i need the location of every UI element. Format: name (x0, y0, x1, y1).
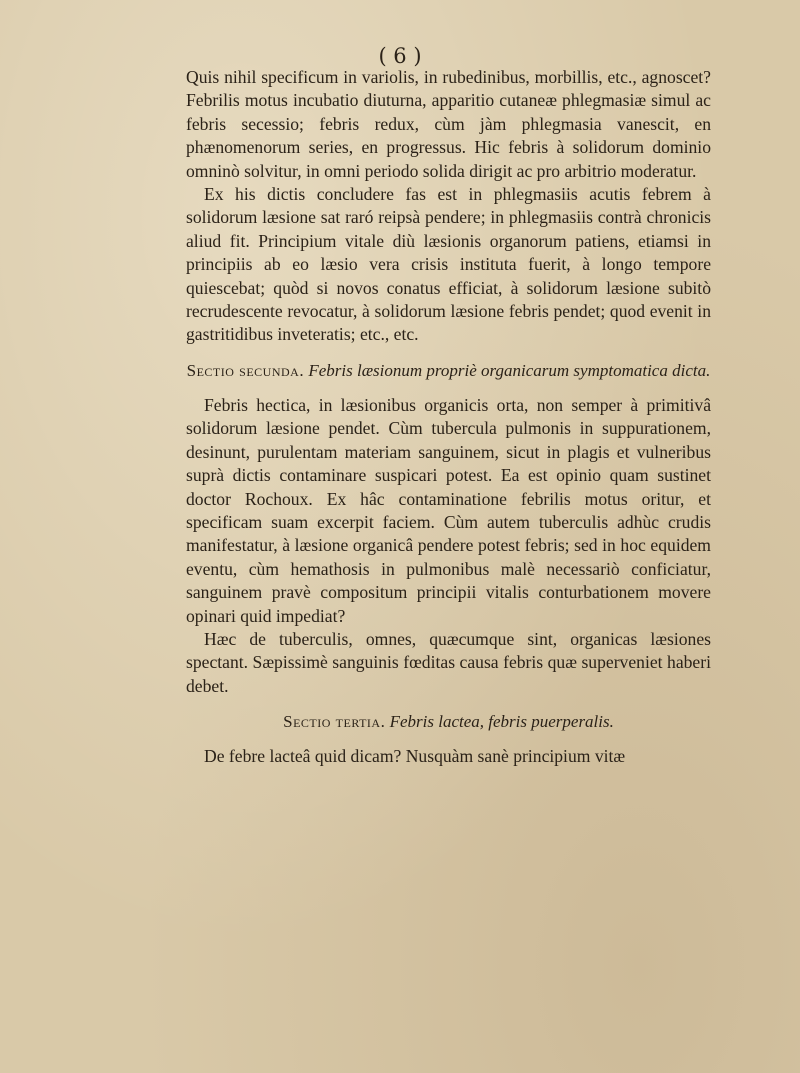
paragraph-2: Ex his dictis concludere fas est in phlegmasiis acutis febrem à solidorum læsione sat raró reipsà pendere; in phlegmasiis contrà chronicis aliud fit. Principium vitale diù læsionis organorum patiens, etiamsi in principiis ab eo læsio vera crisis instituta fuerit, à longo tempore quiescebat; quòd si novos conatus efficiat, à solidorum læsione subitò recrudescente revocatur, à solidorum læsione febris pendet; quod evenit in gastritidibus inveteratis; etc., etc. (186, 184, 711, 345)
paragraph-3: Febris hectica, in læsionibus organicis orta, non semper à primitivâ solidorum læsione pendet. Cùm tubercula pulmonis in suppurationem, desinunt, purulentam materiam sanguinem, sicut in plagis et vulneribus suprà dictis contaminare suspicari potest. Ea est opinio quam sustinet doctor Rochoux. Ex hâc contaminatione febrilis motus oritur, et specificam suam excerpit faciem. Cùm autem tuberculis adhùc crudis manifestatur, à læsione organicâ pendere potest febris; sed in hoc equidem eventu, cùm hemathosis in pulmonibus malè necessariò conficiatur, sanguinem pravè compositum principii vitalis conturbationem movere opinari quid impediat? (186, 394, 711, 626)
section-title: Febris lactea, febris puerperalis. (389, 712, 614, 732)
section-title: Febris læsionum propriè organicarum symptomatica dicta. (308, 360, 711, 380)
section-heading-3 (186, 710, 711, 733)
section-heading-2 (186, 359, 711, 382)
section-label: Sectio tertia. (283, 712, 386, 732)
paragraph-5: De febre lacteâ quid dicam? Nusquàm sanè principium vitæ (204, 746, 626, 767)
section-label: Sectio secunda. (186, 360, 305, 380)
paragraph-1: Quis nihil specificum in variolis, in rubedinibus, morbillis, etc., agnoscet? Febrilis motus incubatio diuturna, apparitio cutaneæ phlegmasiæ simul ac febris secessio; febris redux, cùm jàm phlegmasia vanescit, en phænomenorum series, en progressus. Hic febris à solidorum dominio omninò solvitur, in omni periodo solida dirigit ac pro arbitrio moderatur. (186, 67, 711, 181)
paragraph-4: Hæc de tuberculis, omnes, quæcumque sint, organicas læsiones spectant. Sæpissimè sanguinis fœditas causa febris quæ superveniet haberi debet. (186, 628, 711, 696)
body-text (186, 66, 711, 769)
page-number: ( 6 ) (378, 44, 422, 68)
